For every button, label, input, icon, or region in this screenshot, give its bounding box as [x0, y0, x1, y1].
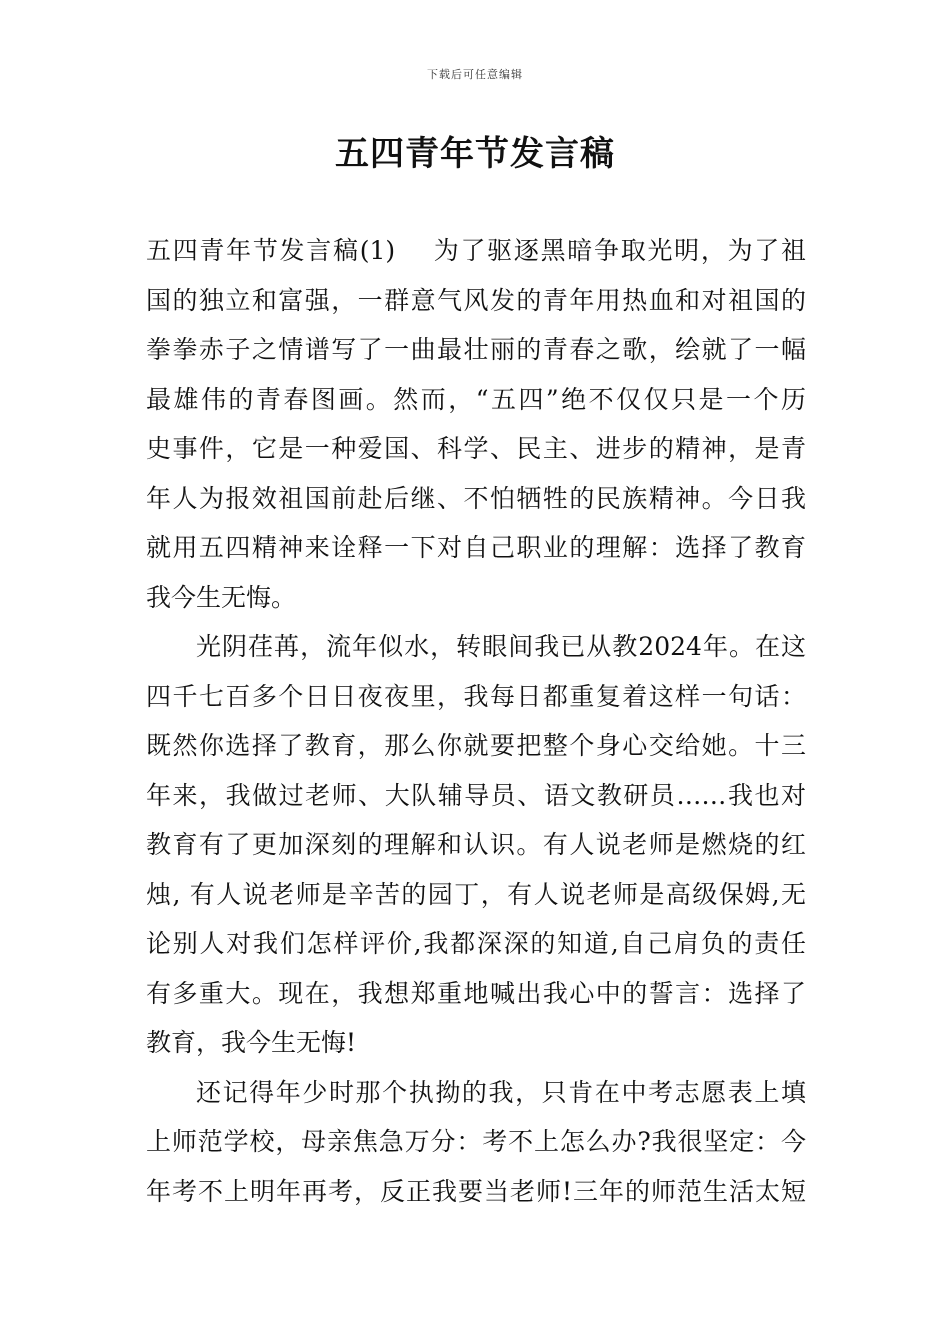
- text-line: 既然你选择了教育，那么你就要把整个身心交给她。十三: [146, 731, 806, 760]
- paragraph: [146, 226, 806, 622]
- text-line: 就用五四精神来诠释一下对自己职业的理解：选择了教育: [146, 533, 806, 562]
- text-line: 四千七百多个日日夜夜里，我每日都重复着这样一句话：: [146, 681, 806, 711]
- document-title: 五四青年节发言稿: [335, 134, 615, 174]
- paragraph: [146, 1068, 806, 1217]
- text-line: 拳拳赤子之情谱写了一曲最壮丽的青春之歌，绘就了一幅: [146, 335, 806, 364]
- text-line: 国的独立和富强，一群意气风发的青年用热血和对祖国的: [146, 285, 806, 315]
- text-line: 上师范学校，母亲焦急万分：考不上怎么办?我很坚定：今: [146, 1127, 806, 1156]
- text-line: 有多重大。现在，我想郑重地喊出我心中的誓言：选择了: [146, 978, 806, 1008]
- text-line: 五四青年节发言稿(1) 为了驱逐黑暗争取光明，为了祖: [146, 236, 806, 265]
- text-line: 年人为报效祖国前赴后继、不怕牺牲的民族精神。今日我: [146, 483, 806, 513]
- text-line: 烛, 有人说老师是辛苦的园丁，有人说老师是高级保姆,无: [146, 879, 806, 909]
- text-line: 年考不上明年再考，反正我要当老师!三年的师范生活太短: [146, 1176, 806, 1206]
- text-line: 我今生无悔。: [146, 582, 297, 612]
- text-line: 教育，我今生无悔!: [146, 1028, 357, 1057]
- header-note: 下载后可任意编辑: [427, 68, 523, 81]
- text-line: 光阴荏苒，流年似水，转眼间我已从教2024年。在这: [196, 632, 806, 661]
- text-line: 年来，我做过老师、大队辅导员、语文教研员……我也对: [146, 780, 806, 810]
- text-line: 论别人对我们怎样评价,我都深深的知道,自己肩负的责任: [146, 929, 806, 958]
- text-line: 最雄伟的青春图画。然而，“五四”绝不仅仅只是一个历: [146, 384, 806, 414]
- text-line: 史事件，它是一种爱国、科学、民主、进步的精神，是青: [146, 434, 806, 463]
- text-line: 还记得年少时那个执拗的我，只肯在中考志愿表上填: [196, 1077, 806, 1107]
- paragraph: [146, 622, 806, 1068]
- body-text: [146, 226, 806, 1216]
- text-line: 教育有了更加深刻的理解和认识。有人说老师是燃烧的红: [146, 830, 806, 859]
